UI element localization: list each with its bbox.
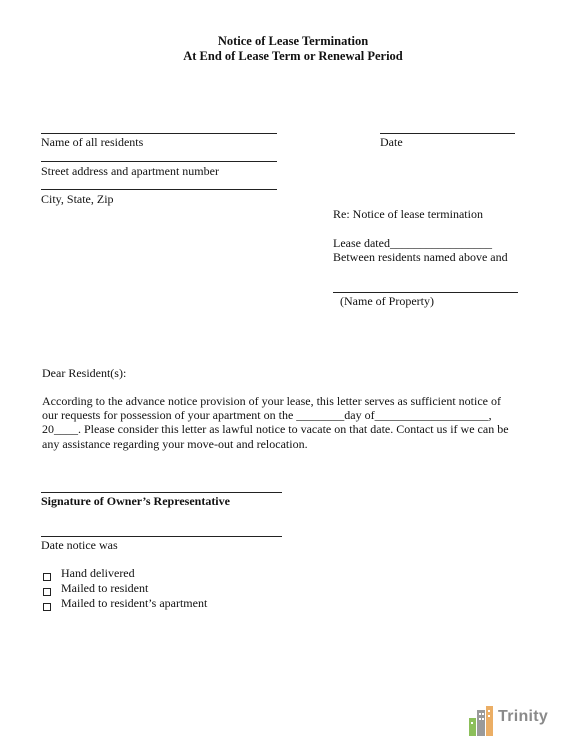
hand-delivered-label: Hand delivered xyxy=(61,566,135,580)
letter-line-3: 20____. Please consider this letter as lawful notice to vacate on that date. Contact us if we can be xyxy=(42,422,509,436)
street-field-line[interactable] xyxy=(41,161,277,162)
letter-line-4: any assistance regarding your move-out and relocation. xyxy=(42,437,308,451)
lease-dated-field[interactable]: Lease dated_________________ xyxy=(333,236,492,250)
mailed-apartment-label: Mailed to resident’s apartment xyxy=(61,596,208,610)
letter-line-1: According to the advance notice provision of your lease, this letter serves as sufficient notice of xyxy=(42,394,501,408)
date-field-label: Date xyxy=(380,135,403,149)
building-logo-icon xyxy=(468,704,498,736)
date-field-line[interactable] xyxy=(380,133,515,134)
mailed-resident-label: Mailed to resident xyxy=(61,581,149,595)
property-field-label: (Name of Property) xyxy=(340,294,434,308)
signature-label: Signature of Owner’s Representative xyxy=(41,494,230,508)
mailed-apartment-checkbox[interactable] xyxy=(43,603,51,611)
mailed-resident-checkbox[interactable] xyxy=(43,588,51,596)
street-field-label: Street address and apartment number xyxy=(41,164,219,178)
property-field-line[interactable] xyxy=(333,292,518,293)
signature-field-line[interactable] xyxy=(41,492,282,493)
re-notice-label: Re: Notice of lease termination xyxy=(333,207,483,221)
city-field-label: City, State, Zip xyxy=(41,192,114,206)
city-field-line[interactable] xyxy=(41,189,277,190)
document-title: Notice of Lease Termination xyxy=(217,34,369,48)
trinity-logo xyxy=(468,704,568,738)
logo-wordmark: Trinity xyxy=(498,708,549,725)
names-field-label: Name of all residents xyxy=(41,135,144,149)
names-field-line[interactable] xyxy=(41,133,277,134)
letter-line-2: our requests for possession of your apartment on the ________day of___________________, xyxy=(42,408,492,422)
salutation: Dear Resident(s): xyxy=(42,366,127,380)
date-notice-label: Date notice was xyxy=(41,538,118,552)
date-notice-field-line[interactable] xyxy=(41,536,282,537)
hand-delivered-checkbox[interactable] xyxy=(43,573,51,581)
document-subtitle: At End of Lease Term or Renewal Period xyxy=(183,49,403,63)
between-residents-label: Between residents named above and xyxy=(333,250,508,264)
